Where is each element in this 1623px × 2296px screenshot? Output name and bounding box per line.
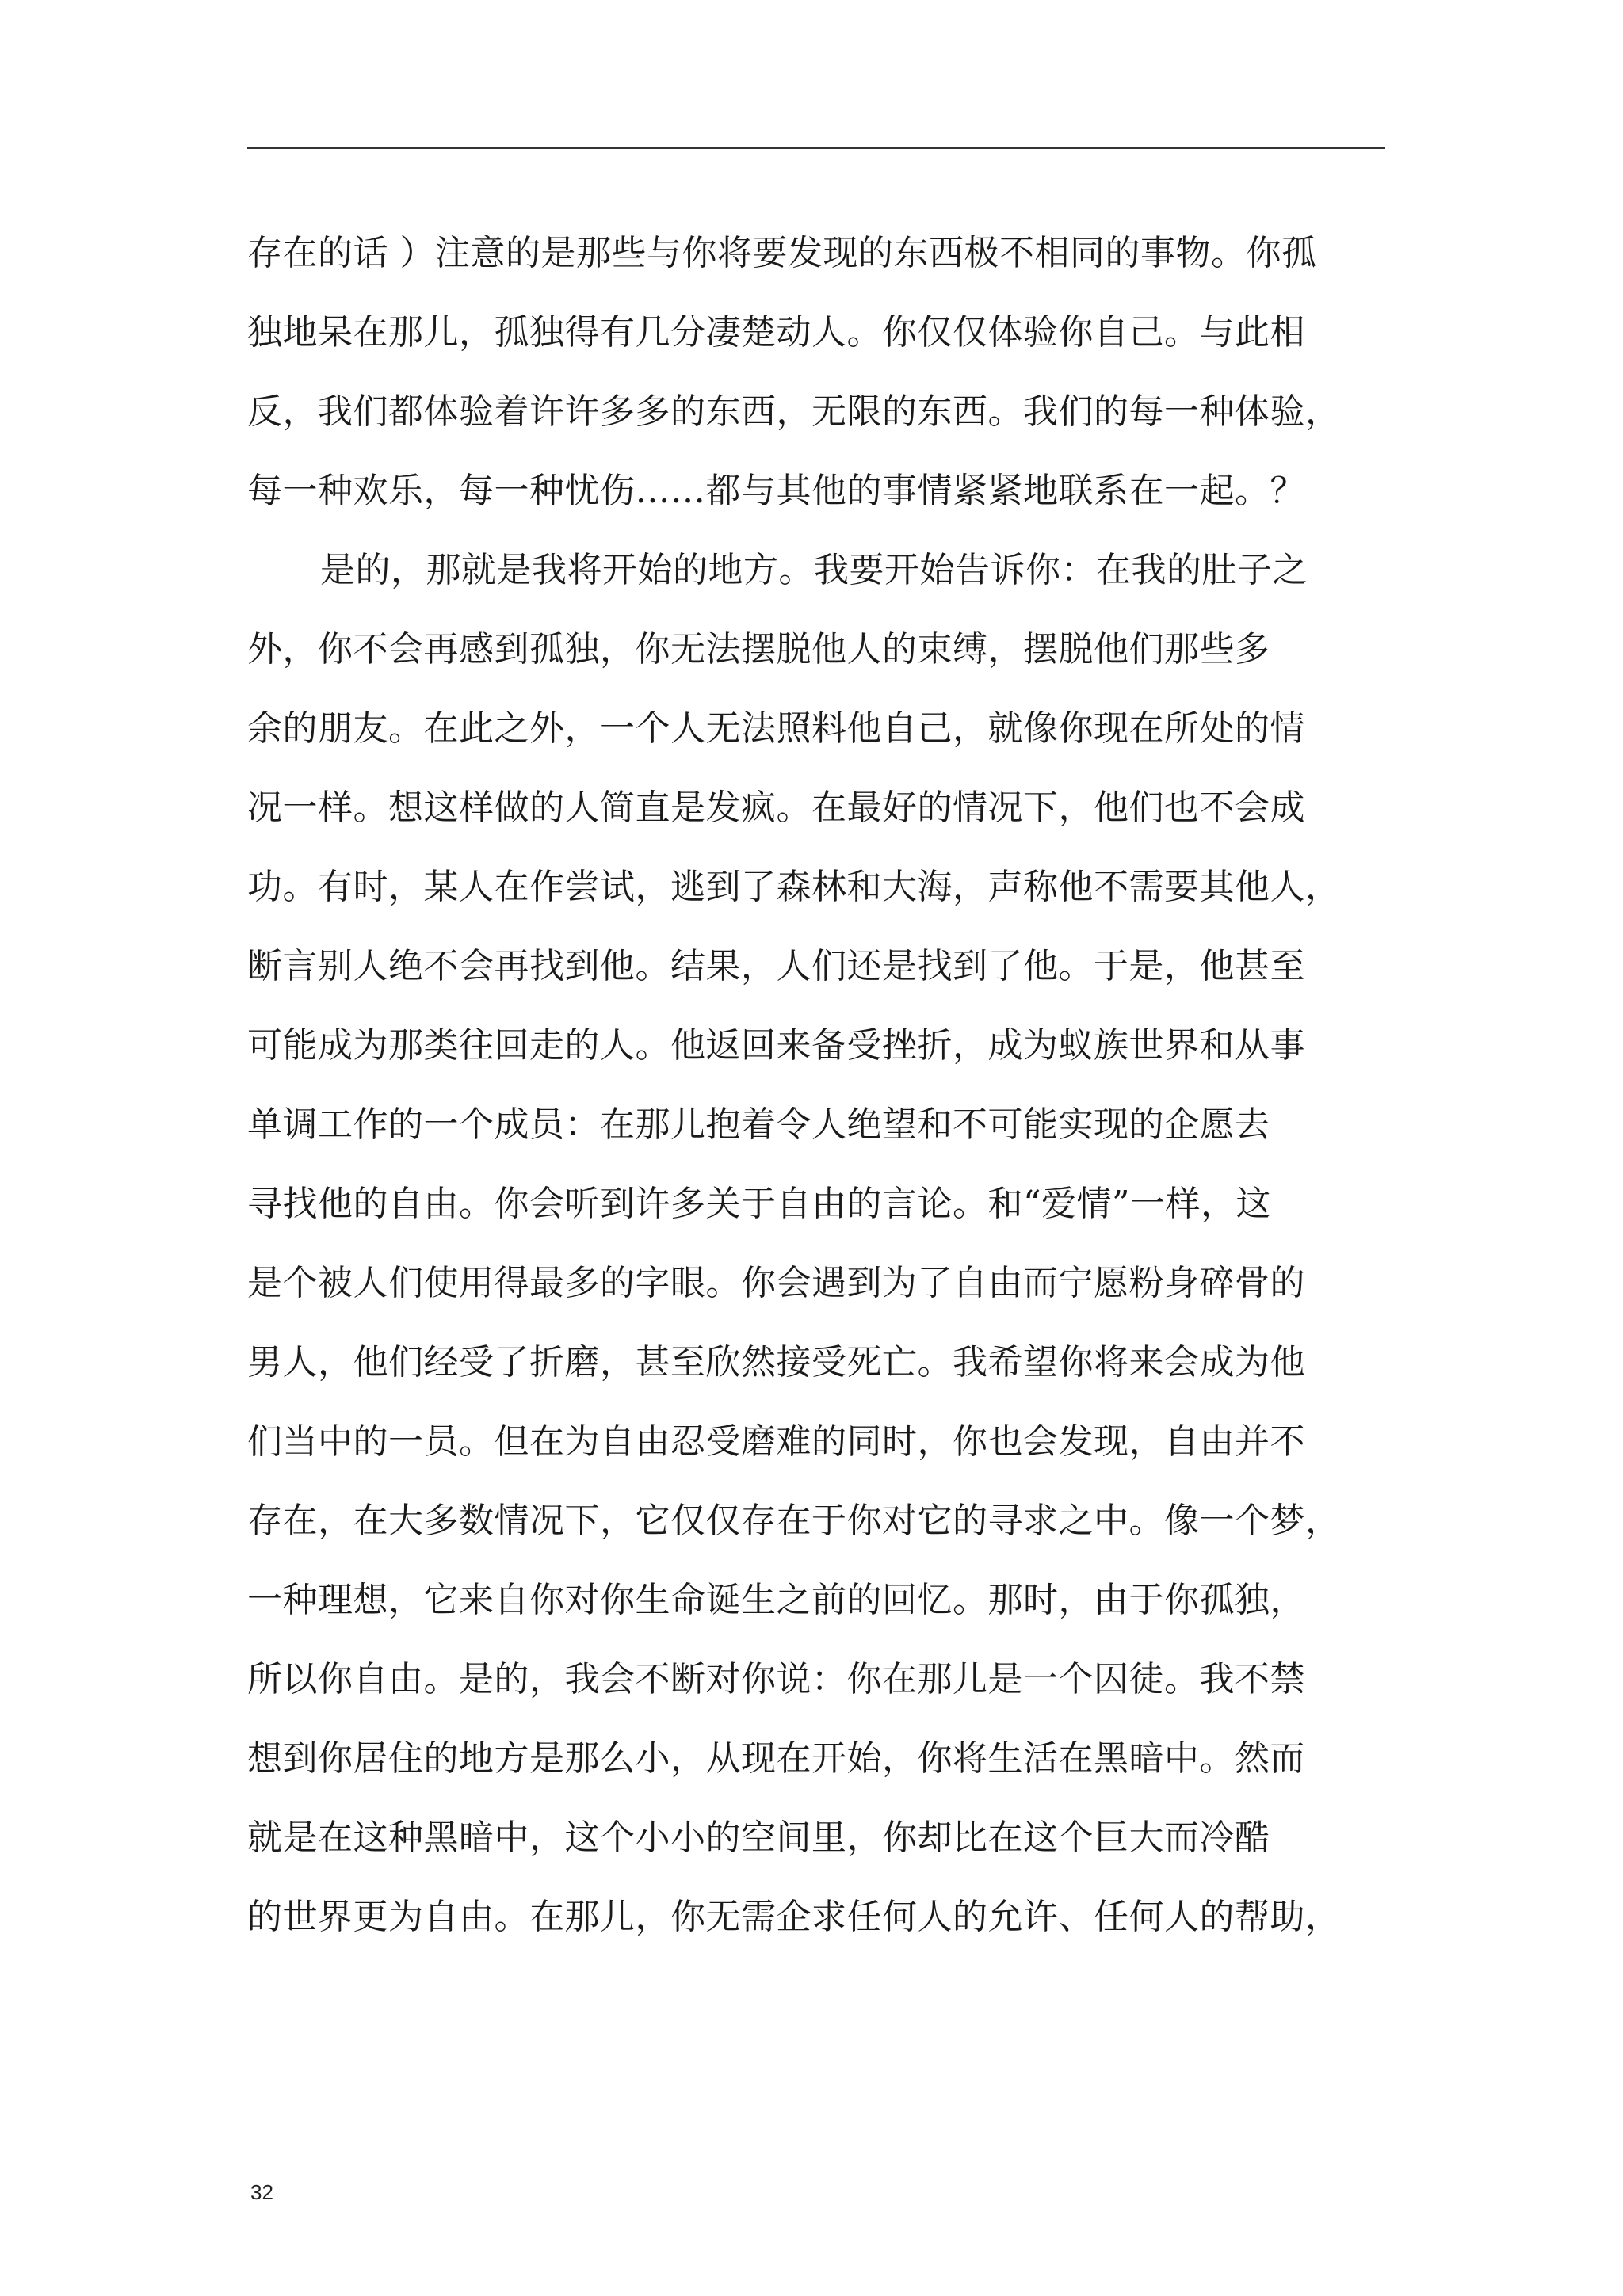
- text-line-11: 可能成为那类往回走的人。他返回来备受挫折，成为蚁族世界和从事: [247, 1025, 1305, 1066]
- text-line-13: 寻找他的自由。你会听到许多关于自由的言论。和“爱情”一样，这: [247, 1184, 1271, 1224]
- text-line-12: 单调工作的一个成员：在那儿抱着令人绝望和不可能实现的企愿去: [247, 1104, 1270, 1145]
- header-rule: [247, 147, 1385, 149]
- text-line-22: 的世界更为自由。在那儿，你无需企求任何人的允许、任何人的帮助，: [247, 1897, 1341, 1937]
- text-line-19: 所以你自由。是的，我会不断对你说：你在那儿是一个囚徒。我不禁: [247, 1659, 1305, 1699]
- text-line-16: 们当中的一员。但在为自由忍受磨难的同时，你也会发现，自由并不: [247, 1421, 1305, 1462]
- text-line-6: 外，你不会再感到孤独，你无法摆脱他人的束缚，摆脱他们那些多: [247, 629, 1270, 669]
- text-line-2: 独地呆在那儿，孤独得有几分凄楚动人。你仅仅体验你自己。与此相: [247, 312, 1305, 353]
- text-line-8: 况一样。想这样做的人简直是发疯。在最好的情况下，他们也不会成: [247, 788, 1305, 828]
- text-line-10: 断言别人绝不会再找到他。结果，人们还是找到了他。于是，他甚至: [247, 946, 1305, 986]
- page-number: 32: [250, 2180, 273, 2204]
- text-line-1: 存在的话 ）注意的是那些与你将要发现的东西极不相同的事物。你孤: [247, 233, 1317, 273]
- text-line-9: 功。有时，某人在作尝试，逃到了森林和大海，声称他不需要其他人，: [247, 867, 1341, 907]
- text-line-3: 反，我们都体验着许许多多的东西，无限的东西。我们的每一种体验，: [247, 391, 1341, 432]
- text-line-18: 一种理想，它来自你对你生命诞生之前的回忆。那时，由于你孤独，: [247, 1580, 1305, 1620]
- text-line-7: 余的朋友。在此之外，一个人无法照料他自己，就像你现在所处的情: [247, 708, 1305, 749]
- text-line-20: 想到你居住的地方是那么小，从现在开始，你将生活在黑暗中。然而: [247, 1738, 1305, 1779]
- text-line-17: 存在，在大多数情况下，它仅仅存在于你对它的寻求之中。像一个梦，: [247, 1501, 1341, 1541]
- text-line-5-paragraph-start: 是的，那就是我将开始的地方。我要开始告诉你：在我的肚子之: [320, 550, 1308, 590]
- text-line-21: 就是在这种黑暗中，这个小小的空间里，你却比在这个巨大而冷酷: [247, 1817, 1270, 1858]
- text-line-15: 男人，他们经受了折磨，甚至欣然接受死亡。我希望你将来会成为他: [247, 1342, 1305, 1383]
- text-line-4: 每一种欢乐，每一种忧伤……都与其他的事情紧紧地联系在一起。？: [247, 471, 1305, 511]
- text-line-14: 是个被人们使用得最多的字眼。你会遇到为了自由而宁愿粉身碎骨的: [247, 1263, 1305, 1303]
